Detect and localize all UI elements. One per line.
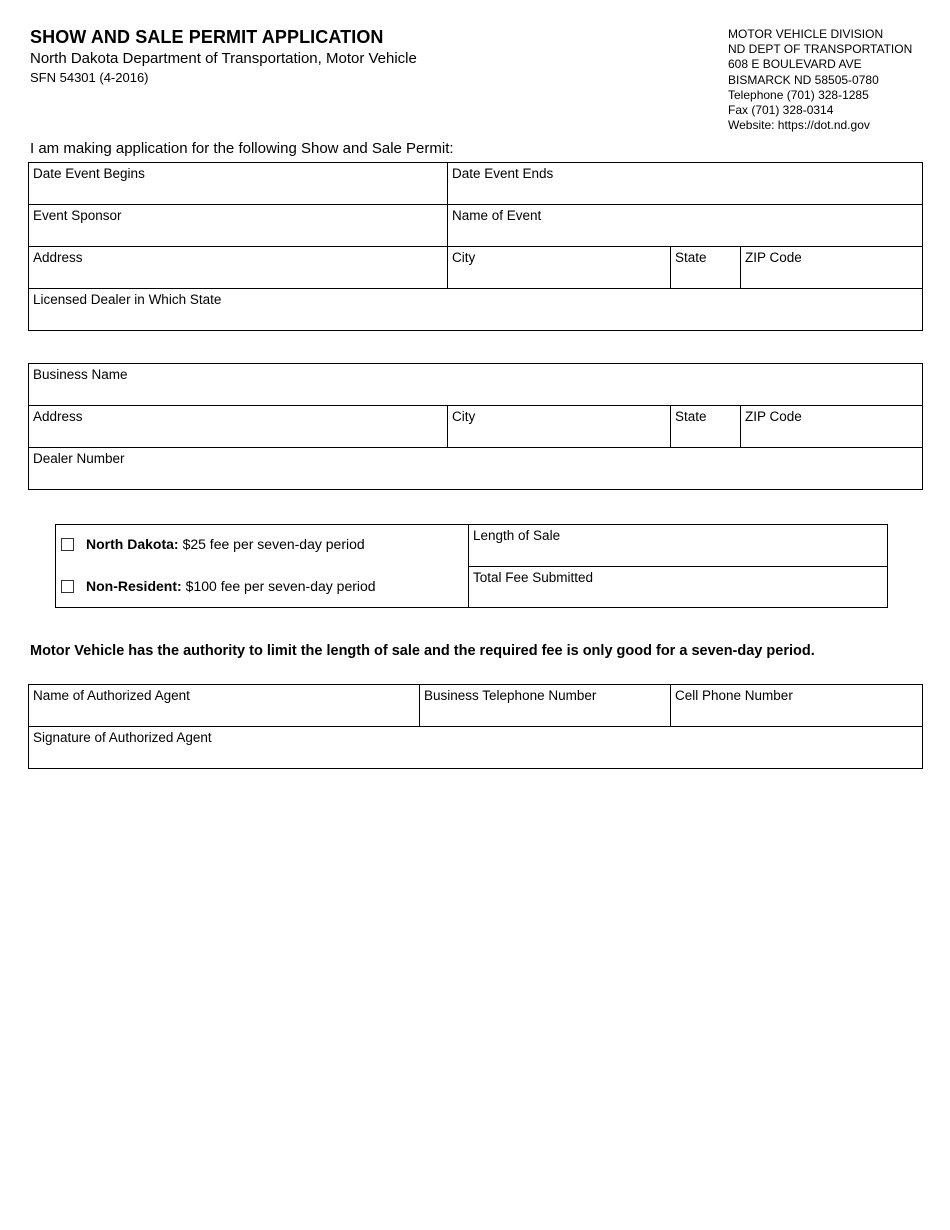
business-state-field[interactable] [671, 406, 741, 448]
business-city-field[interactable] [448, 406, 671, 448]
business-address-label: Address [33, 409, 83, 424]
event-state-field[interactable] [671, 247, 741, 289]
north-dakota-fee-text: $25 fee per seven-day period [182, 536, 365, 552]
event-sponsor-field[interactable] [29, 205, 448, 247]
agency-telephone: Telephone (701) 328-1285 [728, 87, 869, 102]
event-name-label: Name of Event [452, 208, 542, 223]
agency-fax: Fax (701) 328-0314 [728, 103, 834, 118]
fee-section [55, 524, 888, 608]
cell-phone-label: Cell Phone Number [675, 688, 793, 703]
event-city-label: City [452, 250, 476, 265]
date-event-ends-label: Date Event Ends [452, 166, 554, 181]
event-sponsor-label: Event Sponsor [33, 208, 122, 223]
business-section [28, 363, 923, 490]
business-state-label: State [675, 409, 707, 424]
total-fee-field[interactable] [469, 567, 887, 607]
total-fee-label: Total Fee Submitted [473, 570, 594, 585]
agent-name-field[interactable] [29, 685, 420, 727]
form-subtitle: North Dakota Department of Transportation, Motor Vehicle [30, 50, 417, 67]
licensed-dealer-state-field[interactable] [29, 289, 922, 330]
business-zip-label: ZIP Code [745, 409, 802, 424]
licensed-dealer-state-label: Licensed Dealer in Which State [33, 292, 222, 307]
date-event-ends-field[interactable] [448, 163, 922, 205]
fee-option-north-dakota[interactable] [61, 536, 365, 552]
business-zip-field[interactable] [741, 406, 922, 448]
business-phone-field[interactable] [420, 685, 671, 727]
event-zip-label: ZIP Code [745, 250, 802, 265]
agency-division: MOTOR VEHICLE DIVISION [728, 27, 884, 41]
agent-section [28, 684, 923, 769]
non-resident-label: Non-Resident: [86, 578, 182, 594]
agent-signature-label: Signature of Authorized Agent [33, 730, 212, 745]
business-name-field[interactable] [29, 364, 922, 406]
business-address-field[interactable] [29, 406, 448, 448]
dealer-number-label: Dealer Number [33, 451, 125, 466]
business-phone-label: Business Telephone Number [424, 688, 597, 703]
length-of-sale-label: Length of Sale [473, 528, 561, 543]
authority-notice: Motor Vehicle has the authority to limit the length of sale and the required fee is only good for a seven-day period. [30, 643, 815, 659]
date-event-begins-label: Date Event Begins [33, 166, 145, 181]
event-address-field[interactable] [29, 247, 448, 289]
event-section [28, 162, 923, 331]
form-title: SHOW AND SALE PERMIT APPLICATION [30, 27, 384, 47]
business-city-label: City [452, 409, 476, 424]
event-name-field[interactable] [448, 205, 922, 247]
event-state-label: State [675, 250, 707, 265]
non-resident-fee-text: $100 fee per seven-day period [185, 578, 376, 594]
date-event-begins-field[interactable] [29, 163, 448, 205]
agent-signature-field[interactable] [29, 727, 922, 768]
agent-name-label: Name of Authorized Agent [33, 688, 190, 703]
north-dakota-checkbox[interactable] [61, 538, 74, 551]
event-city-field[interactable] [448, 247, 671, 289]
north-dakota-label: North Dakota: [86, 536, 179, 552]
length-of-sale-field[interactable] [469, 525, 887, 567]
agency-website: Website: https://dot.nd.gov [728, 118, 870, 133]
agency-address-block [728, 27, 912, 133]
agency-city-state-zip: BISMARCK ND 58505-0780 [728, 72, 879, 87]
agency-department: ND DEPT OF TRANSPORTATION [728, 42, 913, 57]
fee-option-non-resident[interactable] [61, 578, 376, 594]
event-zip-field[interactable] [741, 247, 922, 289]
non-resident-checkbox[interactable] [61, 580, 74, 593]
event-address-label: Address [33, 250, 83, 265]
form-number: SFN 54301 (4-2016) [30, 70, 149, 85]
fee-options [56, 525, 469, 607]
cell-phone-field[interactable] [671, 685, 922, 727]
intro-text: I am making application for the following Show and Sale Permit: [30, 140, 454, 157]
agency-street: 608 E BOULEVARD AVE [728, 57, 862, 72]
dealer-number-field[interactable] [29, 448, 922, 489]
business-name-label: Business Name [33, 367, 128, 382]
